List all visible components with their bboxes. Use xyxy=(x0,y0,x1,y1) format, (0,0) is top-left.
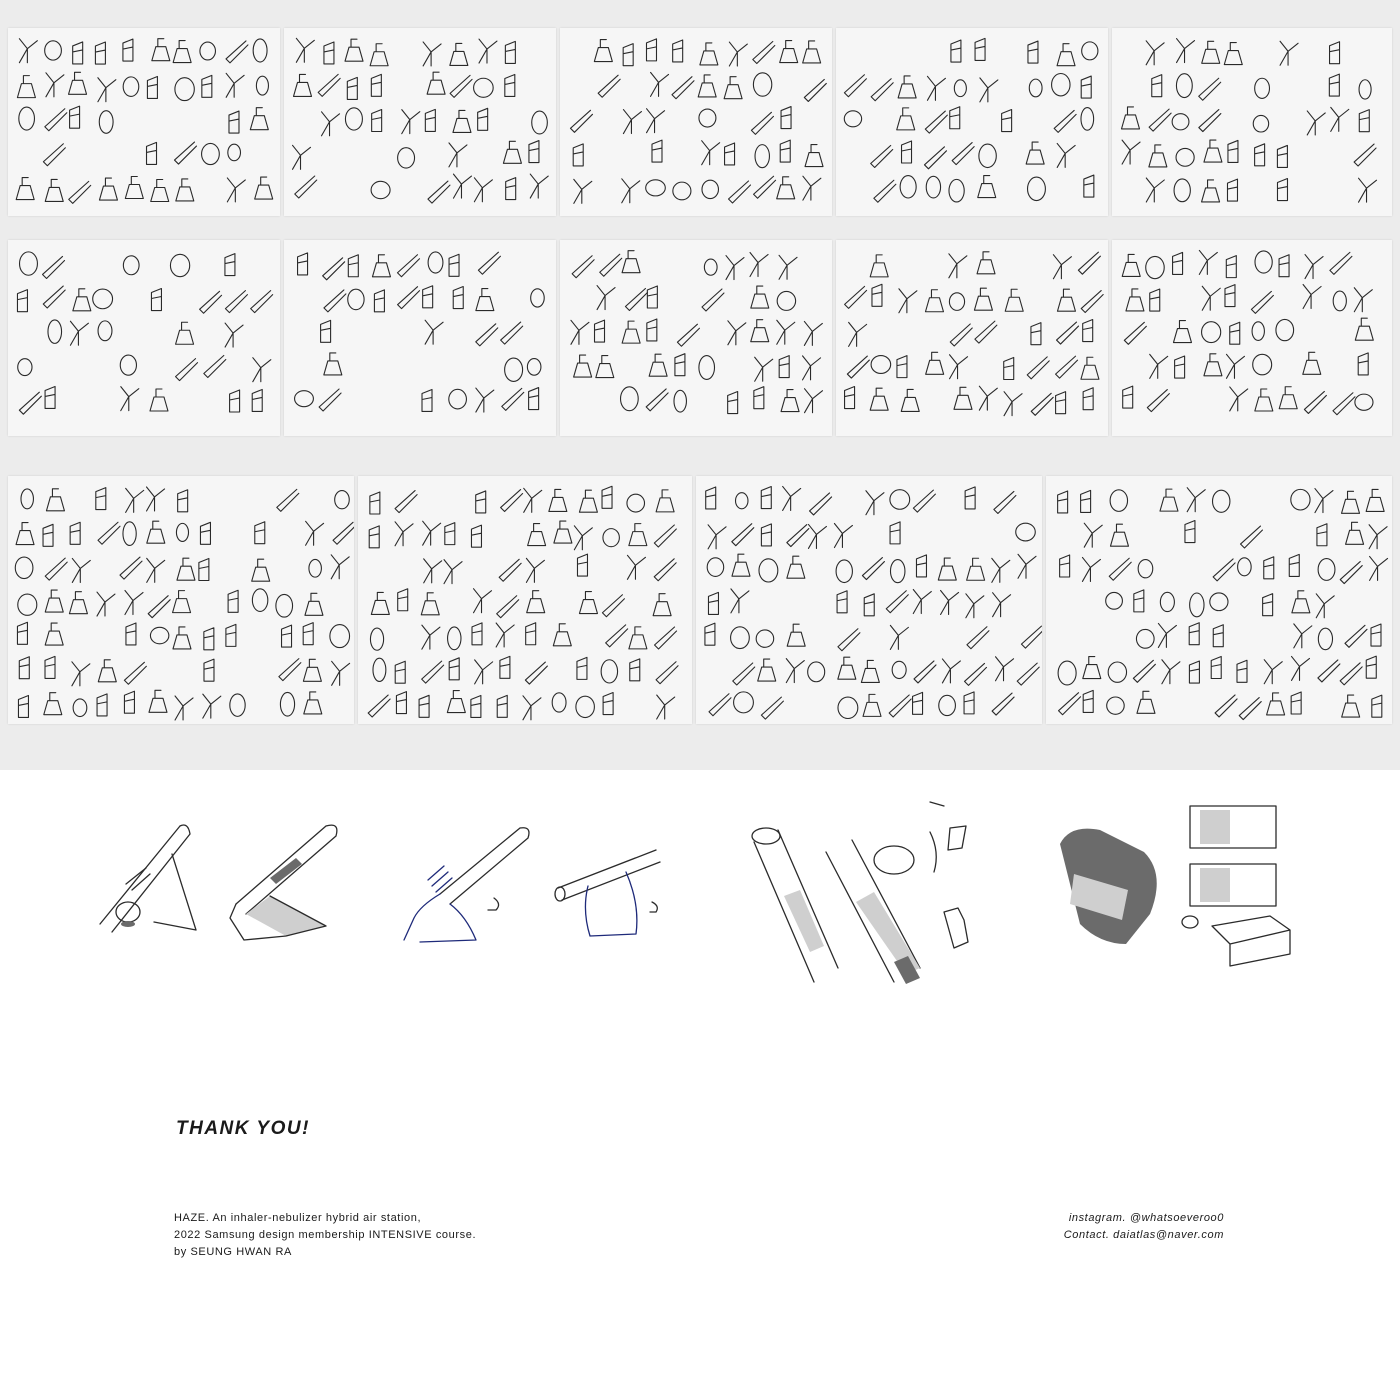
stand-sketch-2 xyxy=(226,818,356,942)
sketch-sheet xyxy=(1046,476,1392,724)
sketch-sheet xyxy=(284,28,556,216)
sketch-sheet xyxy=(8,240,280,436)
sketch-sheet xyxy=(1112,28,1392,216)
sketch-doodles xyxy=(284,28,556,216)
sketch-doodles xyxy=(1112,28,1392,216)
project-description: HAZE. An inhaler-nebulizer hybrid air station, xyxy=(174,1212,422,1224)
contact-info xyxy=(1064,1210,1224,1244)
stand-sketch-4 xyxy=(552,830,672,940)
contact-email[interactable]: Contact. daiatlas@naver.com xyxy=(1063,1229,1224,1241)
sketch-sheet xyxy=(560,240,832,436)
sketch-doodles xyxy=(8,240,280,436)
inhaler-cartridge-sketch xyxy=(744,792,1004,992)
sketch-sheet xyxy=(560,28,832,216)
sketch-doodles xyxy=(696,476,1042,724)
sketch-sheet xyxy=(1112,240,1392,436)
program-name: 2022 Samsung design membership INTENSIVE course. xyxy=(174,1229,477,1241)
sketch-doodles xyxy=(560,240,832,436)
sketch-sheet xyxy=(8,476,354,724)
sketch-sheet xyxy=(358,476,692,724)
sketch-doodles xyxy=(8,476,354,724)
instagram-handle[interactable]: instagram. @whatsoeveroo0 xyxy=(1068,1212,1224,1224)
sketch-doodles xyxy=(358,476,692,724)
stand-sketch-1 xyxy=(92,814,202,944)
sketch-doodles xyxy=(8,28,280,216)
thank-you-heading: THANK YOU! xyxy=(176,1118,310,1139)
sketch-doodles xyxy=(1046,476,1392,724)
sketch-doodles xyxy=(836,28,1108,216)
sketch-sheet xyxy=(836,240,1108,436)
project-credits xyxy=(174,1210,476,1261)
concept-render-strip xyxy=(0,770,1400,1010)
sketch-sheet xyxy=(836,28,1108,216)
sketch-doodles xyxy=(284,240,556,436)
bottle-package-sketch xyxy=(1040,794,1310,974)
sketch-sheet xyxy=(8,28,280,216)
sketch-sheet xyxy=(284,240,556,436)
sketch-doodles xyxy=(1112,240,1392,436)
designer-name: by SEUNG HWAN RA xyxy=(174,1246,292,1258)
stand-sketch-3 xyxy=(400,820,540,944)
sketch-sheet xyxy=(696,476,1042,724)
sketch-doodles xyxy=(836,240,1108,436)
sketch-doodles xyxy=(560,28,832,216)
